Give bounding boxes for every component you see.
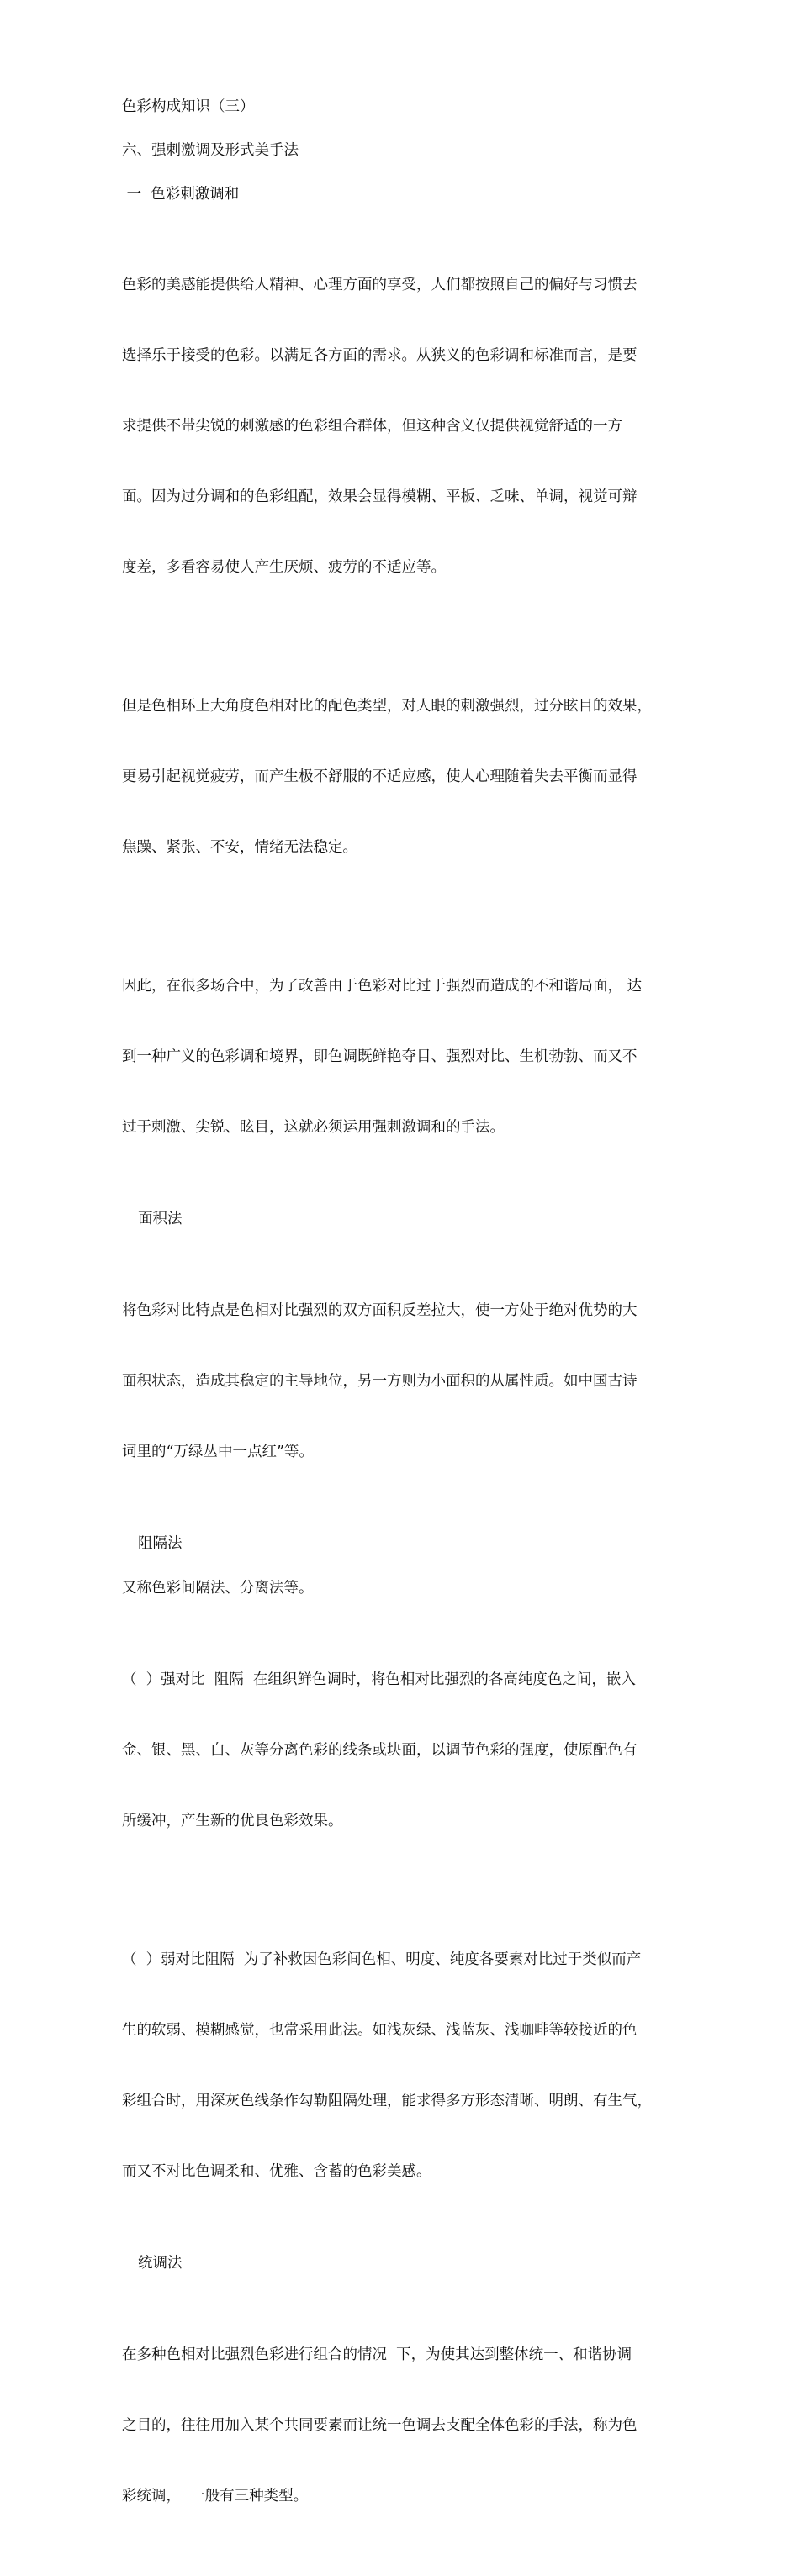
paragraph-hue-contrast [122,647,684,906]
document-title: 色彩构成知识（三） [122,98,255,115]
text-line: 彩统调， 一般有三种类型。 [122,2488,309,2505]
text-line: 选择乐于接受的色彩。以满足各方面的需求。从狭义的色彩调和标准而言，是要 [122,347,638,364]
method-area-paragraph [122,1252,684,1511]
separation-item-strong [122,1621,684,1880]
text-line: 将色彩对比特点是色相对比强烈的双方面积反差拉大，使一方处于绝对优势的大 [122,1302,638,1319]
method-separation-intro: 又称色彩间隔法、分离法等。 [122,1580,314,1597]
text-line: 词里的“万绿丛中一点红”等。 [122,1444,314,1460]
method-separation-heading: 阻隔法 [138,1535,183,1552]
text-line: 面。因为过分调和的色彩组配，效果会显得模糊、平板、乏味、单调，视觉可辩 [122,488,638,505]
paragraph-therefore [122,927,684,1186]
text-line: 焦躁、紧张、不安，情绪无法稳定。 [122,839,357,856]
text-line: 之目的，往往用加入某个共同要素而让统一色调去支配全体色彩的手法，称为色 [122,2417,638,2434]
text-line: （ ）强对比 阻隔 在组织鲜色调时，将色相对比强烈的各高纯度色之间，嵌入 [122,1671,636,1688]
text-line: 度差，多看容易使人产生厌烦、疲劳的不适应等。 [122,559,446,576]
text-line: 面积状态，造成其稳定的主导地位，另一方则为小面积的从属性质。如中国古诗 [122,1373,638,1390]
text-line: 到一种广义的色彩调和境界，即色调既鲜艳夺目、强烈对比、生机勃勃、而又不 [122,1048,638,1065]
text-line: 更易引起视觉疲劳，而产生极不舒服的不适应感，使人心理随着失去平衡而显得 [122,768,638,785]
method-unify-heading: 统调法 [138,2255,183,2272]
text-line: 彩组合时，用深灰色线条作勾勒阻隔处理，能求得多方形态清晰、明朗、有生气， [122,2093,652,2109]
text-line: 色彩的美感能提供给人精神、心理方面的享受，人们都按照自己的偏好与习惯去 [122,277,638,293]
section-heading: 六、强刺激调及形式美手法 [122,142,299,159]
method-unify-paragraph [122,2296,684,2555]
text-line: 过于刺激、尖锐、眩目，这就必须运用强刺激调和的手法。 [122,1119,505,1136]
text-line: 而又不对比色调柔和、优雅、含蓄的色彩美感。 [122,2163,431,2180]
subsection-heading: 一 色彩刺激调和 [122,186,240,203]
text-line: 金、银、黑、白、灰等分离色彩的线条或块面，以调节色彩的强度，使原配色有 [122,1742,638,1759]
paragraph-aesthetic-feeling [122,226,684,626]
text-line: 生的软弱、模糊感觉，也常采用此法。如浅灰绿、浅蓝灰、浅咖啡等较接近的色 [122,2022,638,2039]
text-line: 因此，在很多场合中，为了改善由于色彩对比过于强烈而造成的不和谐局面， 达 [122,978,643,995]
document-page [122,95,684,2576]
text-line: 所缓冲，产生新的优良色彩效果。 [122,1813,343,1829]
text-line: （ ）弱对比阻隔 为了补救因色彩间色相、明度、纯度各要素对比过于类似而产 [122,1951,642,1968]
text-line: 在多种色相对比强烈色彩进行组合的情况 下，为使其达到整体统一、和谐协调 [122,2346,632,2363]
text-line: 求提供不带尖锐的刺激感的色彩组合群体，但这种含义仅提供视觉舒适的一方 [122,418,622,435]
text-line: 但是色相环上大角度色相对比的配色类型，对人眼的刺激强烈，过分眩目的效果， [122,698,652,715]
separation-item-weak [122,1901,684,2230]
method-area-heading: 面积法 [138,1211,183,1227]
